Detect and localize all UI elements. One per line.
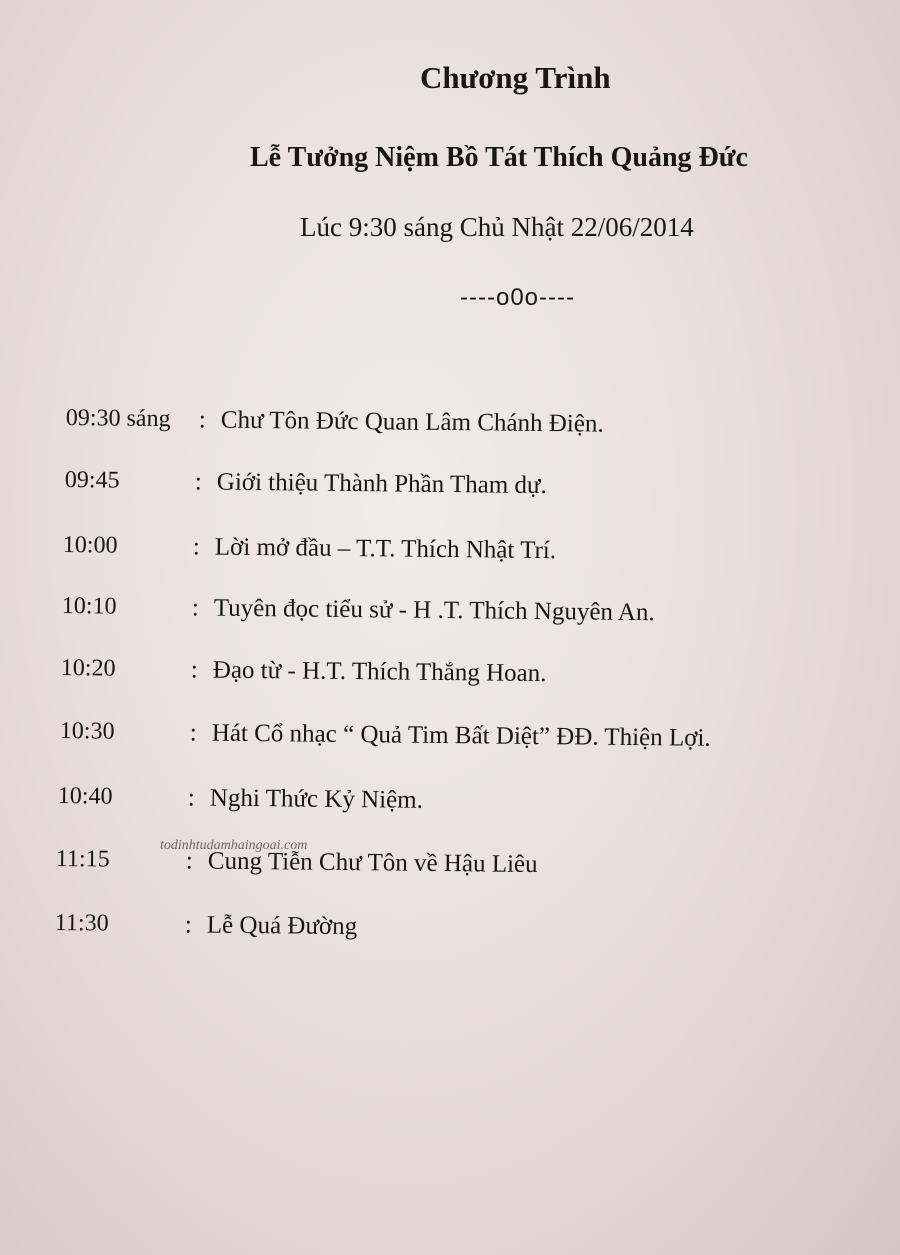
schedule-item: Lễ Quá Đường — [206, 911, 358, 941]
schedule-colon: : — [185, 847, 193, 875]
schedule-colon: : — [190, 656, 198, 684]
schedule-time: 09:30 sáng — [65, 405, 171, 433]
schedule-time: 10:20 — [60, 655, 116, 682]
schedule-item: Đạo từ - H.T. Thích Thắng Hoan. — [212, 656, 547, 688]
section-separator: ----o0o---- — [460, 284, 575, 311]
schedule-time: 11:15 — [55, 846, 110, 873]
schedule-colon: : — [192, 533, 200, 561]
schedule-time: 09:45 — [64, 467, 120, 494]
schedule-time: 10:40 — [57, 783, 113, 810]
schedule-item: Cung Tiễn Chư Tôn về Hậu Liêu — [207, 847, 538, 879]
schedule-item: Lời mở đầu – T.T. Thích Nhật Trí. — [214, 533, 557, 565]
schedule-item: Hát Cổ nhạc “ Quả Tim Bất Diệt” ĐĐ. Thiện Lợi. — [211, 719, 711, 752]
schedule-colon: : — [191, 594, 199, 622]
schedule-colon: : — [184, 911, 192, 939]
schedule-time: 11:30 — [54, 910, 109, 937]
watermark-text: todinhtudamhaingoai.com — [160, 838, 308, 853]
schedule-time: 10:30 — [59, 718, 115, 745]
schedule-colon: : — [194, 468, 202, 496]
schedule-item: Nghi Thức Kỷ Niệm. — [209, 784, 424, 814]
schedule-time: 10:10 — [61, 593, 117, 620]
event-subtitle: Lễ Tưởng Niệm Bồ Tát Thích Quảng Đức — [250, 142, 748, 173]
program-title: Chương Trình — [420, 60, 611, 95]
schedule-item: Tuyên đọc tiểu sử - H .T. Thích Nguyên An. — [213, 594, 655, 627]
schedule-time: 10:00 — [62, 532, 118, 559]
schedule-colon: : — [187, 784, 195, 812]
schedule-colon: : — [189, 719, 197, 747]
schedule-colon: : — [198, 406, 206, 434]
schedule-item: Chư Tôn Đức Quan Lâm Chánh Điện. — [220, 406, 604, 438]
event-datetime: Lúc 9:30 sáng Chủ Nhật 22/06/2014 — [300, 212, 694, 242]
schedule-item: Giới thiệu Thành Phần Tham dự. — [216, 468, 547, 500]
